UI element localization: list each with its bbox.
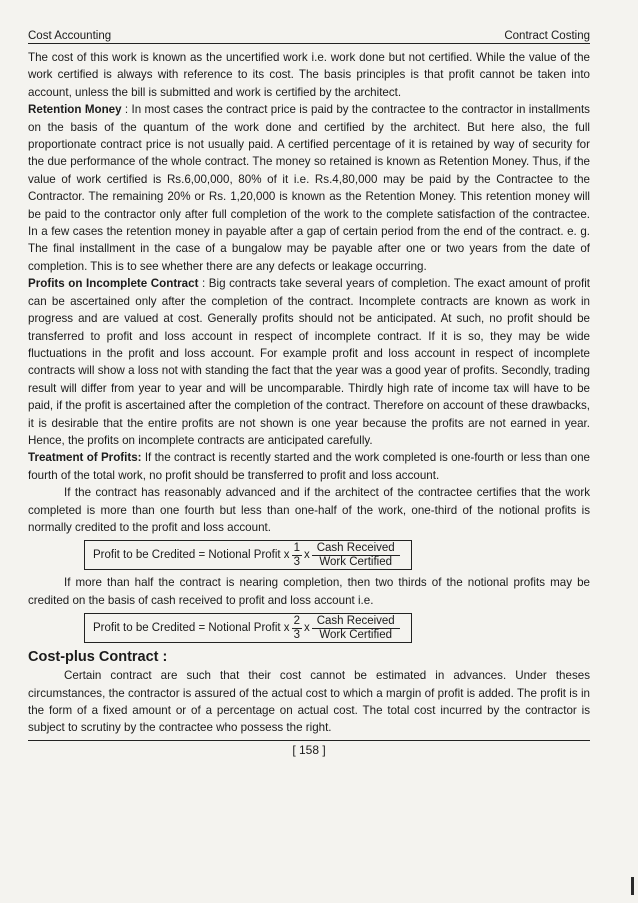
paragraph-treatment-of-profits bbox=[28, 449, 590, 484]
text-treatment-of-profits: If the contract is recently started and the work completed is one-fourth or less than one fourth of the total work, no profit should be transferred to profit and loss account. bbox=[28, 451, 590, 482]
formula-one-third bbox=[84, 540, 412, 570]
formula1-ratio: $\frac{\text{Cash Received}}{\text{Work Certified}}$ bbox=[312, 542, 400, 569]
header-right: Contract Costing bbox=[504, 30, 590, 42]
paragraph-uncertified-work: The cost of this work is known as the uncertified work i.e. work done but not certified. While the value of the work certified is always with reference to its cost. The basis principles is that profit cannot be taken into account, unless the bill is submitted and work is certified by the architect. bbox=[28, 51, 590, 99]
page bbox=[28, 30, 590, 757]
formula2-times: x bbox=[303, 622, 310, 635]
paragraph-incomplete-contract bbox=[28, 275, 590, 449]
lead-incomplete-contract: Profits on Incomplete Contract bbox=[28, 277, 199, 291]
formula2-ratio: $\frac{\text{Cash Received}}{\text{Work Certified}}$ bbox=[312, 615, 400, 642]
running-head bbox=[28, 30, 590, 44]
paragraph-two-thirds-rule: If more than half the contract is nearing completion, then two thirds of the notional profits may be credited on the basis of cash received to profit and loss account i.e. bbox=[28, 576, 590, 607]
text-incomplete-contract: : Big contracts take several years of completion. The exact amount of profit can be ascertained only after the completion of the contract. Incomplete contracts are known as work in progress and are valued at cost. Generally profits should not be anticipated. At such, no profit should be transferred to profit and loss account in respect of incomplete contract. If it is so, they may be wide fluctuations in the profit and loss account. For example profit and loss account in respect of incomplete contracts will show a loss not with standing the fact that the year was a good year of profits. Secondly, trading result will differ from year to year and will be uncomparable. Thirdly high rate of income tax will have to be paid, if the profit is ascertained after the completion of the contract. Therefore on account of these drawbacks, it is desirable that the entire profits are not shown is one year because the profits are not earned in year. Hence, the profits on incomplete contracts are anticipated carefully. bbox=[28, 277, 590, 447]
formula1-lhs: Profit to be Credited = Notional Profit x bbox=[93, 549, 290, 562]
formula1-fraction: $\frac{1}{3}$ bbox=[293, 541, 300, 568]
edge-mark bbox=[631, 877, 634, 895]
paragraph-cost-plus: Certain contract are such that their cost cannot be estimated in advances. Under theses circumstances, the contractor is assured of the actual cost to which a margin of profit is added. The profit is in the form of a fixed amount or of a percentage on actual cost. The total cost incurred by the contractor is subject to scrutiny by the contractee who possess the right. bbox=[28, 669, 590, 735]
lead-treatment-of-profits: Treatment of Profits: bbox=[28, 451, 142, 465]
formula-two-thirds bbox=[84, 613, 412, 643]
text-retention-money: : In most cases the contract price is paid by the contractee to the contractor in installments on the basis of the quantum of the work done and certified by the architect. But here also, the full proportionate contract price is not usually paid. A certified percentage of it is retained by way of security for the due performance of the whole contract. The money so retained is known as Retention Money. Thus, if the value of work certified is Rs.6,00,000, 80% of it i.e. Rs.4,80,000 may be paid by the Contractee to the Contractor. The remaining 20% or Rs. 1,20,000 is known as the Retention Money. This retention money will be paid to the contractor only after full completion of the work to the complete satisfaction of the contractee. In a few cases the retention money in payable after a gap of certain period from the end of the contract. e. g. The final installment in the case of a bungalow may be payable after one or two years from the date of completion. This is to see whether there are any defects or leakage occurring. bbox=[28, 103, 590, 273]
formula2-lhs: Profit to be Credited = Notional Profit x bbox=[93, 622, 290, 635]
header-left: Cost Accounting bbox=[28, 30, 112, 42]
heading-cost-plus-contract: Cost-plus Contract : bbox=[28, 649, 168, 666]
paragraph-retention-money bbox=[28, 101, 590, 275]
formula2-fraction: $\frac{2}{3}$ bbox=[293, 614, 300, 641]
paragraph-one-third-rule: If the contract has reasonably advanced and if the architect of the contractee certifies that the work completed is more than one fourth but less than one-half of the work, one-third of the notional profits is normally credited to the profit and loss account. bbox=[28, 486, 590, 534]
formula1-times: x bbox=[303, 549, 310, 562]
page-number: [ 158 ] bbox=[292, 742, 326, 757]
lead-retention-money: Retention Money bbox=[28, 103, 122, 117]
footer-rule bbox=[28, 740, 590, 741]
